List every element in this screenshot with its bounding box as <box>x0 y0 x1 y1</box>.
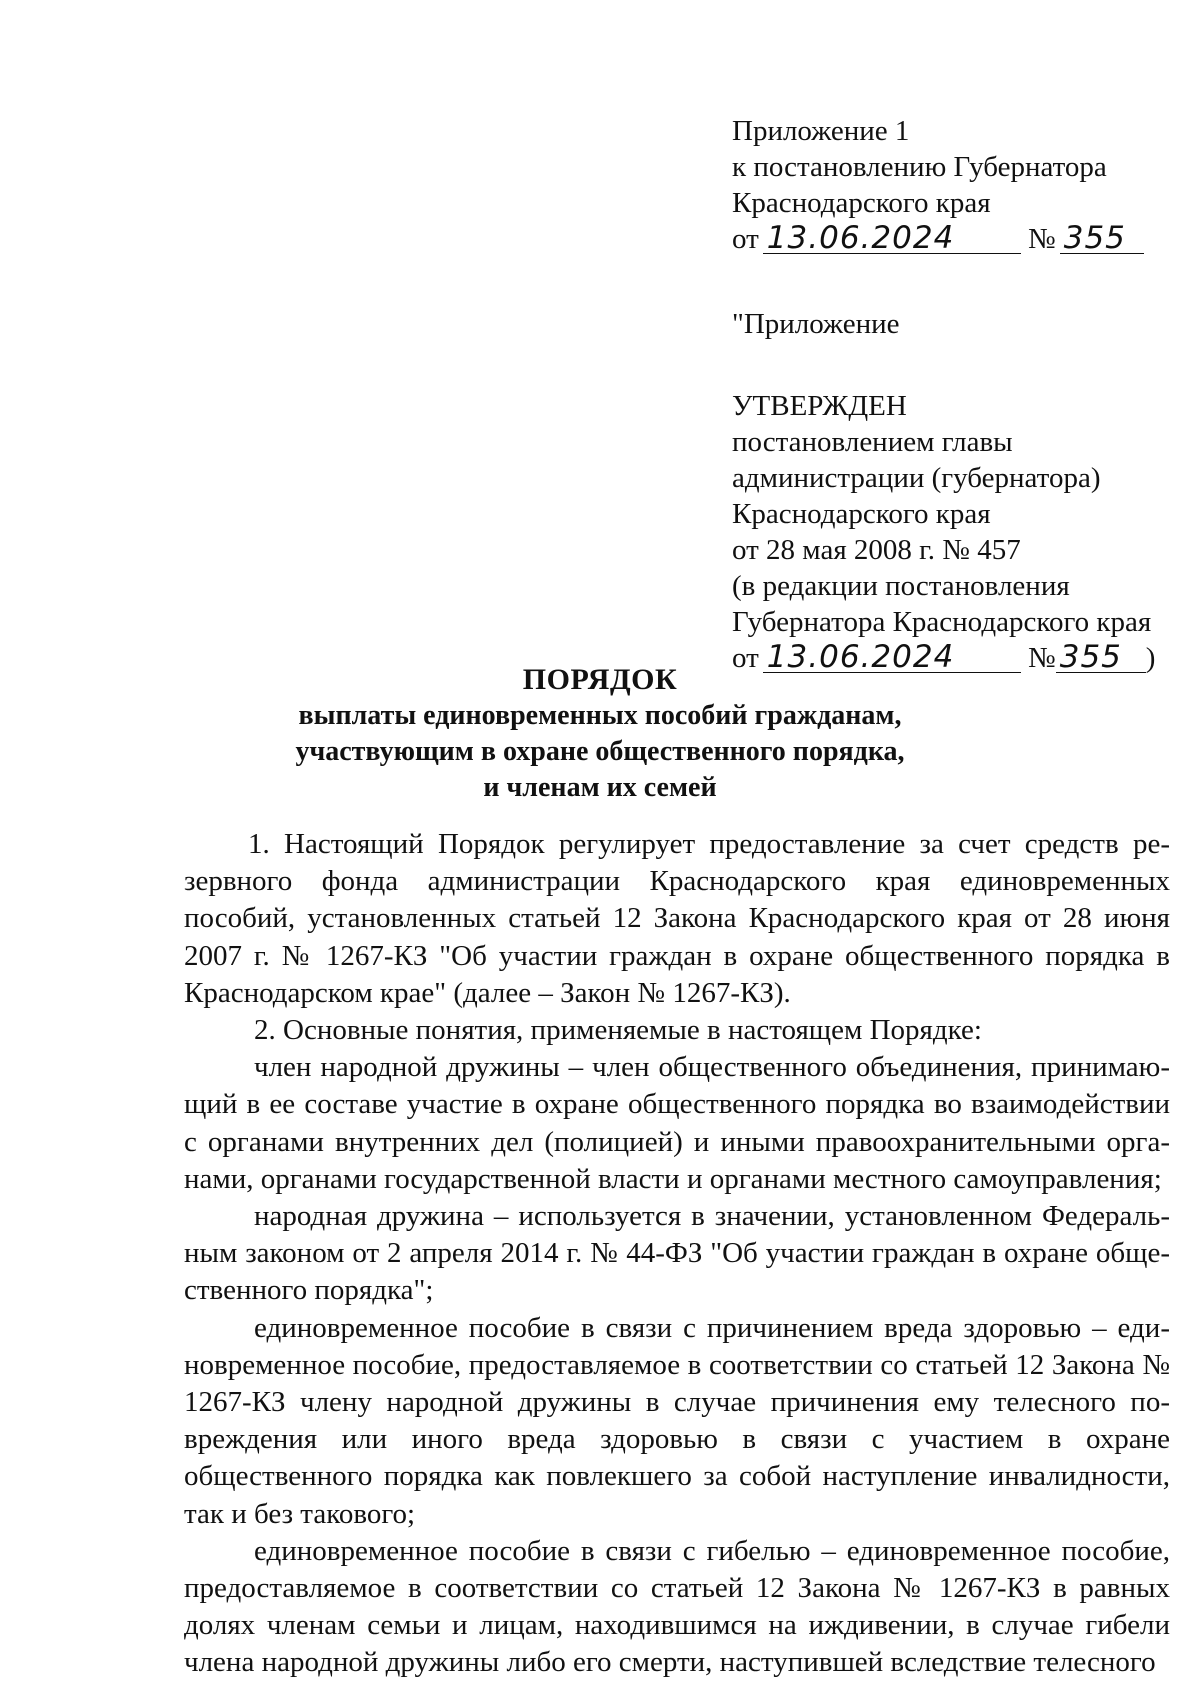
approval-handwritten-number: 355 <box>1056 642 1146 673</box>
title-sub-3: и членам их семей <box>483 772 717 803</box>
appendix-number: Приложение 1 <box>732 115 910 147</box>
approval-date-prefix: от <box>732 642 759 674</box>
paragraph-1: 1. Настоящий Порядок регулирует предоставление за счет средств резервного фонда администрации Краснодарского края единовременных пособий, установленных статьей 12 Закона Краснодарского края от 28 июня 2007 г. № 1267-КЗ "Об участии граждан в охране общественного порядка в Краснодарском крае" (далее – Закон № 1267-КЗ). <box>184 828 1170 1009</box>
title-sub-1: выплаты единовременных пособий гражданам, <box>298 700 902 731</box>
approval-handwritten-date: 13.06.2024 <box>763 642 1021 673</box>
approval-heading: УТВЕРЖДЕН <box>732 390 907 422</box>
approval-line-4: от 28 мая 2008 г. № 457 <box>732 534 1021 566</box>
approval-line-3: Краснодарского края <box>732 498 991 530</box>
appendix-ref: к постановлению Губернатора <box>732 151 1107 183</box>
handwritten-number: 355 <box>1060 223 1144 254</box>
date-prefix: от <box>732 223 759 255</box>
appendix-header <box>732 113 1152 257</box>
paragraph-3: член народной дружины – член общественного объединения, принимающий в ее составе участие в охране общественного порядка во взаимодействии с органами внутренних дел (полицией) и иными правоохранительными органами, органами государственной власти и органами местного самоуправления; <box>184 1051 1170 1195</box>
approval-appendix-label: "Приложение <box>732 308 900 340</box>
document-body <box>184 826 1170 1682</box>
paragraph-5: единовременное пособие в связи с причинением вреда здоровью – единовременное пособие, предоставляемое в соответствии со статьей 12 Закона № 1267-КЗ члену народной дружины в случае причинения ему телесного повреждения или иного вреда здоровью в связи с участием в охране общественного порядка как повлекшего за собой наступление инвалидности, так и без такового; <box>184 1311 1170 1530</box>
approval-number-prefix: № <box>1028 642 1056 674</box>
title-sub-2: участвующим в охране общественного порядка, <box>295 736 905 767</box>
paragraph-6: единовременное пособие в связи с гибелью – единовременное пособие, предоставляемое в соответствии со статьей 12 Закона № 1267-КЗ в равных долях членам семьи и лицам, находившимся на иждивении, в случае гибели члена народной дружины либо его смерти, наступившей вследствие телесного <box>184 1534 1170 1679</box>
appendix-date-line <box>732 221 1152 257</box>
paragraph-2: 2. Основные понятия, применяемые в настоящем Порядке: <box>254 1014 982 1047</box>
approval-close-paren: ) <box>1145 642 1156 674</box>
approval-line-5: (в редакции постановления <box>732 570 1070 602</box>
handwritten-date: 13.06.2024 <box>763 223 1021 254</box>
approval-line-1: постановлением главы <box>732 426 1013 458</box>
appendix-region: Краснодарского края <box>732 187 991 219</box>
title-main: ПОРЯДОК <box>522 663 678 696</box>
approval-line-6: Губернатора Краснодарского края <box>732 606 1152 638</box>
number-prefix: № <box>1028 223 1056 255</box>
paragraph-4: народная дружина – используется в значении, установленном Федеральным законом от 2 апреля 2014 г. № 44-ФЗ "Об участии граждан в охране общественного порядка"; <box>184 1200 1170 1307</box>
approval-line-2: администрации (губернатора) <box>732 462 1101 494</box>
document-title <box>0 662 1200 806</box>
approval-block <box>732 306 1172 676</box>
